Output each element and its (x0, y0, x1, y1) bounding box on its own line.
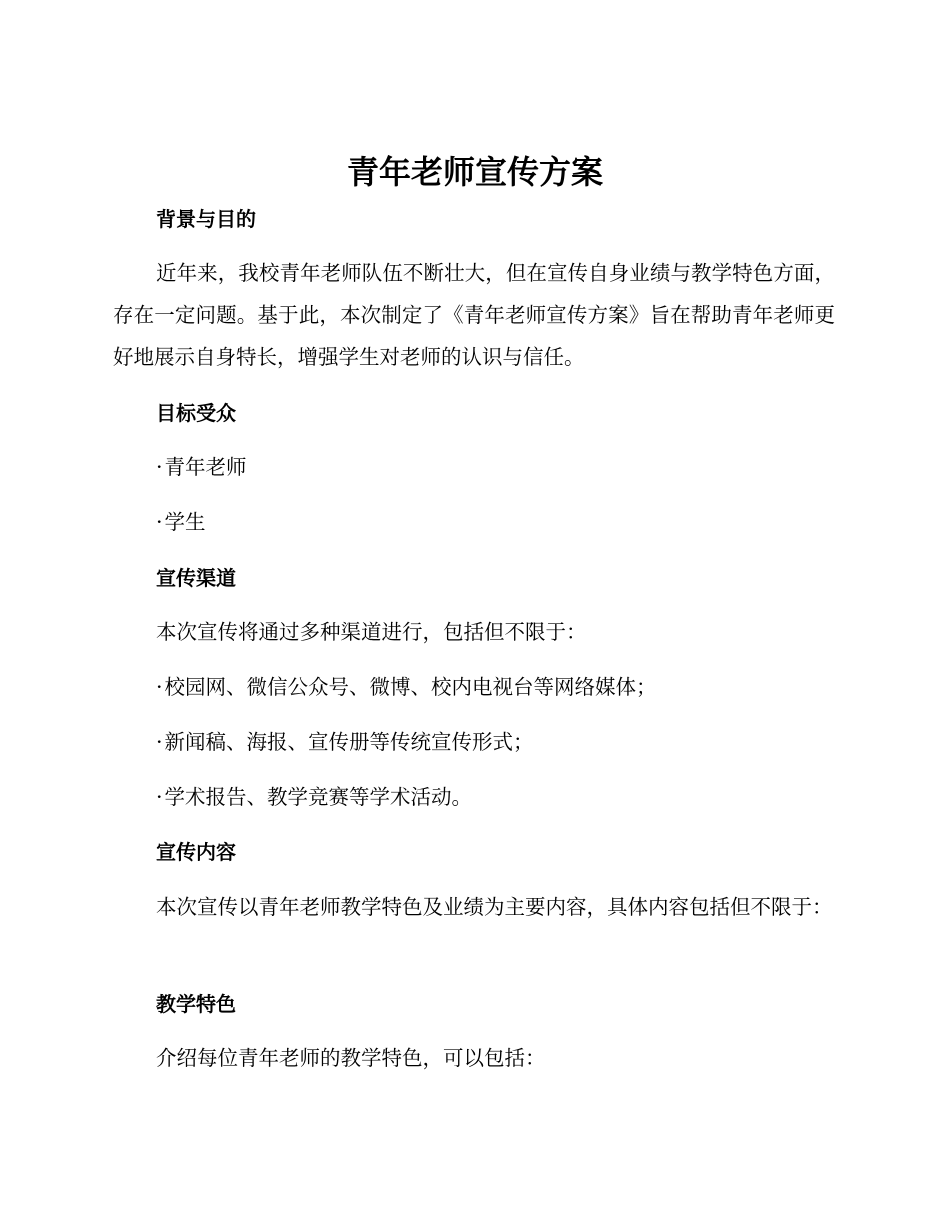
list-item-text: 学术报告、教学竞赛等学术活动。 (164, 785, 473, 809)
teaching-intro: 介绍每位青年老师的教学特色，可以包括： (156, 1046, 546, 1070)
section-heading-audience: 目标受众 (156, 401, 236, 425)
list-item-text: 新闻稿、海报、宣传册等传统宣传形式； (164, 730, 534, 754)
list-item (156, 782, 472, 812)
document-title: 青年老师宣传方案 (346, 153, 603, 191)
bullet-icon: · (156, 675, 163, 699)
list-item (156, 507, 206, 537)
bullet-icon: · (156, 510, 163, 534)
background-paragraph: 近年来，我校青年老师队伍不断壮大，但在宣传自身业绩与教学特色方面，存在一定问题。基于此，本次制定了《青年老师宣传方案》旨在帮助青年老师更好地展示自身特长，增强学生对老师的认识与信任。 (113, 261, 835, 369)
bullet-icon: · (156, 455, 163, 479)
list-item (156, 452, 247, 482)
bullet-icon: · (156, 730, 163, 754)
list-item-text: 学生 (164, 510, 206, 534)
list-item-text: 校园网、微信公众号、微博、校内电视台等网络媒体； (164, 675, 657, 699)
list-item (156, 727, 534, 757)
bullet-icon: · (156, 785, 163, 809)
list-item (156, 672, 657, 702)
section-heading-content: 宣传内容 (156, 840, 236, 864)
list-item-text: 青年老师 (164, 455, 247, 479)
content-paragraph: 本次宣传以青年老师教学特色及业绩为主要内容，具体内容包括但不限于： (156, 895, 833, 919)
section-heading-teaching: 教学特色 (156, 992, 236, 1016)
section-heading-background: 背景与目的 (156, 207, 256, 231)
section-heading-channels: 宣传渠道 (156, 566, 236, 590)
channels-intro: 本次宣传将通过多种渠道进行，包括但不限于： (156, 620, 587, 644)
